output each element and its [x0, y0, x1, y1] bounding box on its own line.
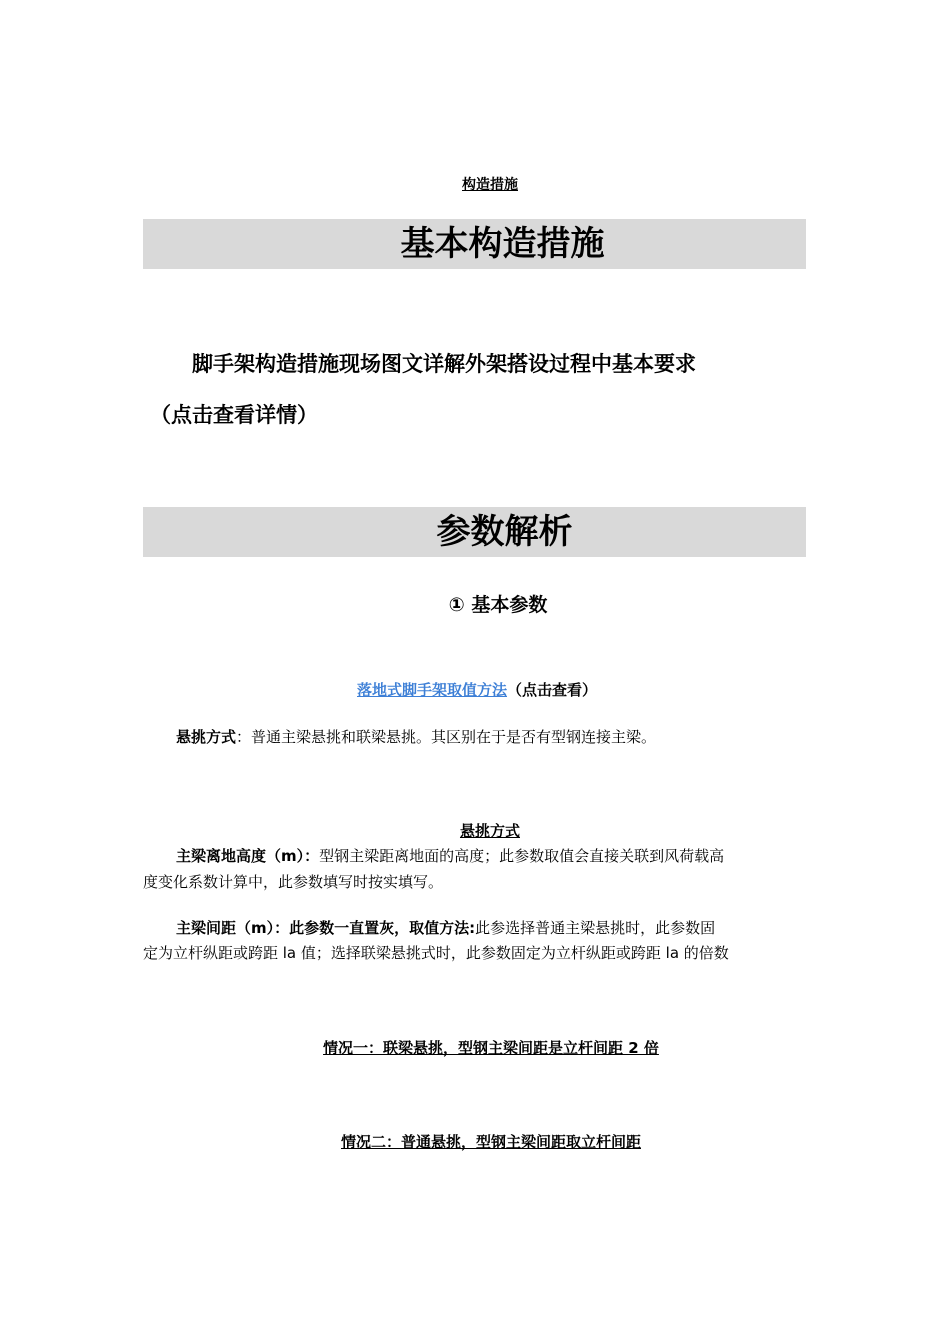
- link-line: [357, 678, 597, 702]
- param-text-cantilever-mode: 普通主梁悬挑和联梁悬挑。其区别在于是否有型钢连接主梁。: [251, 728, 657, 746]
- param-beam-height-line1: [176, 843, 724, 869]
- article-title-line2[interactable]: （点击查看详情）: [150, 403, 318, 427]
- subsection-title-basic-params: ① 基本参数: [448, 594, 548, 616]
- param-text-beam-height-2: 度变化系数计算中，此参数填写时按实填写。: [143, 873, 444, 891]
- section-band-parameter-analysis: [143, 507, 806, 557]
- param-label-beam-spacing: 主梁间距（m）：此参数一直置灰，取值方法:: [176, 919, 476, 937]
- param-text-beam-spacing-1: 此参选择普通主梁悬挑时，此参数固: [475, 919, 716, 937]
- param-text-beam-height-1: 型钢主梁距离地面的高度；此参数取值会直接关联到风荷载高: [319, 847, 725, 865]
- param-cantilever-mode: [176, 724, 656, 750]
- article-title-line1[interactable]: 脚手架构造措施现场图文详解外架搭设过程中基本要求: [192, 352, 696, 376]
- ground-scaffold-method-link[interactable]: 落地式脚手架取值方法: [357, 681, 508, 699]
- figure-caption-cantilever-mode: 悬挑方式: [459, 822, 520, 840]
- section-title-parameter-analysis: 参数解析: [436, 512, 573, 552]
- param-beam-spacing-line1: [176, 915, 715, 941]
- param-label-beam-height: 主梁离地高度（m）：: [176, 847, 320, 865]
- section-title-basic-measures: 基本构造措施: [400, 224, 605, 264]
- param-colon: ：: [236, 728, 252, 746]
- header-label: 构造措施: [462, 177, 518, 193]
- case-2-caption: 情况二：普通悬挑，型钢主梁间距取立杆间距: [340, 1133, 641, 1151]
- case-1-caption: 情况一：联梁悬挑，型钢主梁间距是立杆间距 2 倍: [323, 1039, 659, 1057]
- param-label-cantilever-mode: 悬挑方式: [176, 728, 237, 746]
- link-suffix[interactable]: （点击查看）: [507, 681, 598, 699]
- section-band-basic-measures: [143, 219, 806, 269]
- param-text-beam-spacing-2: 定为立杆纵距或跨距 la 值；选择联梁悬挑式时，此参数固定为立杆纵距或跨距 la 的倍数: [143, 944, 729, 962]
